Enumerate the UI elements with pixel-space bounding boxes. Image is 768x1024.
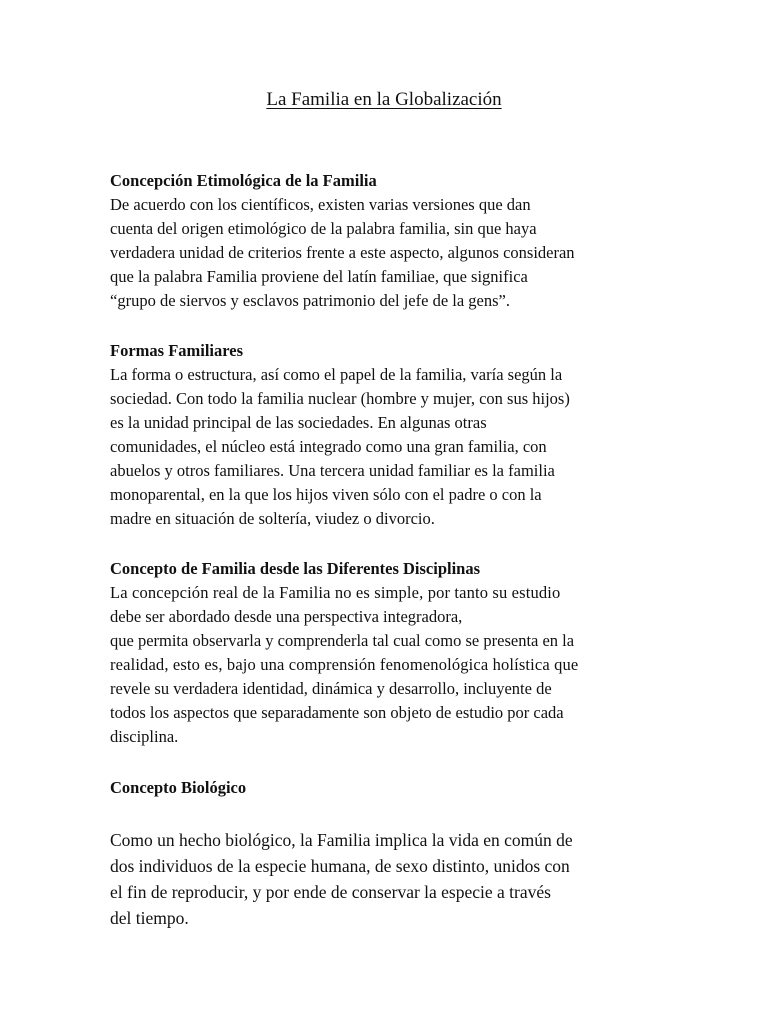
section-heading: Formas Familiares (110, 341, 244, 360)
paragraph-line: disciplina. (110, 727, 179, 746)
paragraph-line: debe ser abordado desde una perspectiva integradora, (110, 607, 463, 626)
paragraph-line: “grupo de siervos y esclavos patrimonio del jefe de la gens”. (110, 291, 510, 310)
paragraph-line: comunidades, el núcleo está integrado como una gran familia, con (110, 437, 547, 456)
section-biologico-body (110, 827, 670, 931)
section-etimologica (110, 169, 670, 313)
paragraph-line: revele su verdadera identidad, dinámica y desarrollo, incluyente de (110, 679, 552, 698)
paragraph-line: que permita observarla y comprenderla tal cual como se presenta en la (110, 631, 575, 650)
section-biologico-heading (110, 776, 670, 800)
paragraph-line: dos individuos de la especie humana, de sexo distinto, unidos con (110, 856, 570, 876)
paragraph-line: De acuerdo con los científicos, existen varias versiones que dan (110, 195, 531, 214)
paragraph-line: Como un hecho biológico, la Familia implica la vida en común de (110, 830, 573, 850)
paragraph-line: el fin de reproducir, y por ende de conservar la especie a través (110, 882, 551, 902)
section-formas-familiares (110, 339, 670, 531)
paragraph-line: verdadera unidad de criterios frente a este aspecto, algunos consideran (110, 243, 575, 262)
paragraph-line: La concepción real de la Familia no es simple, por tanto su estudio (110, 583, 561, 602)
paragraph-line: todos los aspectos que separadamente son objeto de estudio por cada (110, 703, 564, 722)
paragraph-line: realidad, esto es, bajo una comprensión fenomenológica holística que (110, 655, 579, 674)
paragraph-line: sociedad. Con todo la familia nuclear (hombre y mujer, con sus hijos) (110, 389, 570, 408)
paragraph-line: La forma o estructura, así como el papel de la familia, varía según la (110, 365, 563, 384)
section-heading: Concepto Biológico (110, 778, 247, 797)
paragraph-line: que la palabra Familia proviene del latín familiae, que significa (110, 267, 528, 286)
paragraph-line: del tiempo. (110, 908, 189, 928)
section-heading: Concepto de Familia desde las Diferentes Disciplinas (110, 559, 481, 578)
paragraph-line: cuenta del origen etimológico de la palabra familia, sin que haya (110, 219, 537, 238)
section-heading: Concepción Etimológica de la Familia (110, 171, 377, 190)
document-title: La Familia en la Globalización (266, 89, 502, 110)
paragraph-line: es la unidad principal de las sociedades. En algunas otras (110, 413, 487, 432)
paragraph-line: madre en situación de soltería, viudez o divorcio. (110, 509, 435, 528)
paragraph-line: abuelos y otros familiares. Una tercera unidad familiar es la familia (110, 461, 555, 480)
section-disciplinas (110, 557, 670, 749)
paragraph-line: monoparental, en la que los hijos viven sólo con el padre o con la (110, 485, 542, 504)
